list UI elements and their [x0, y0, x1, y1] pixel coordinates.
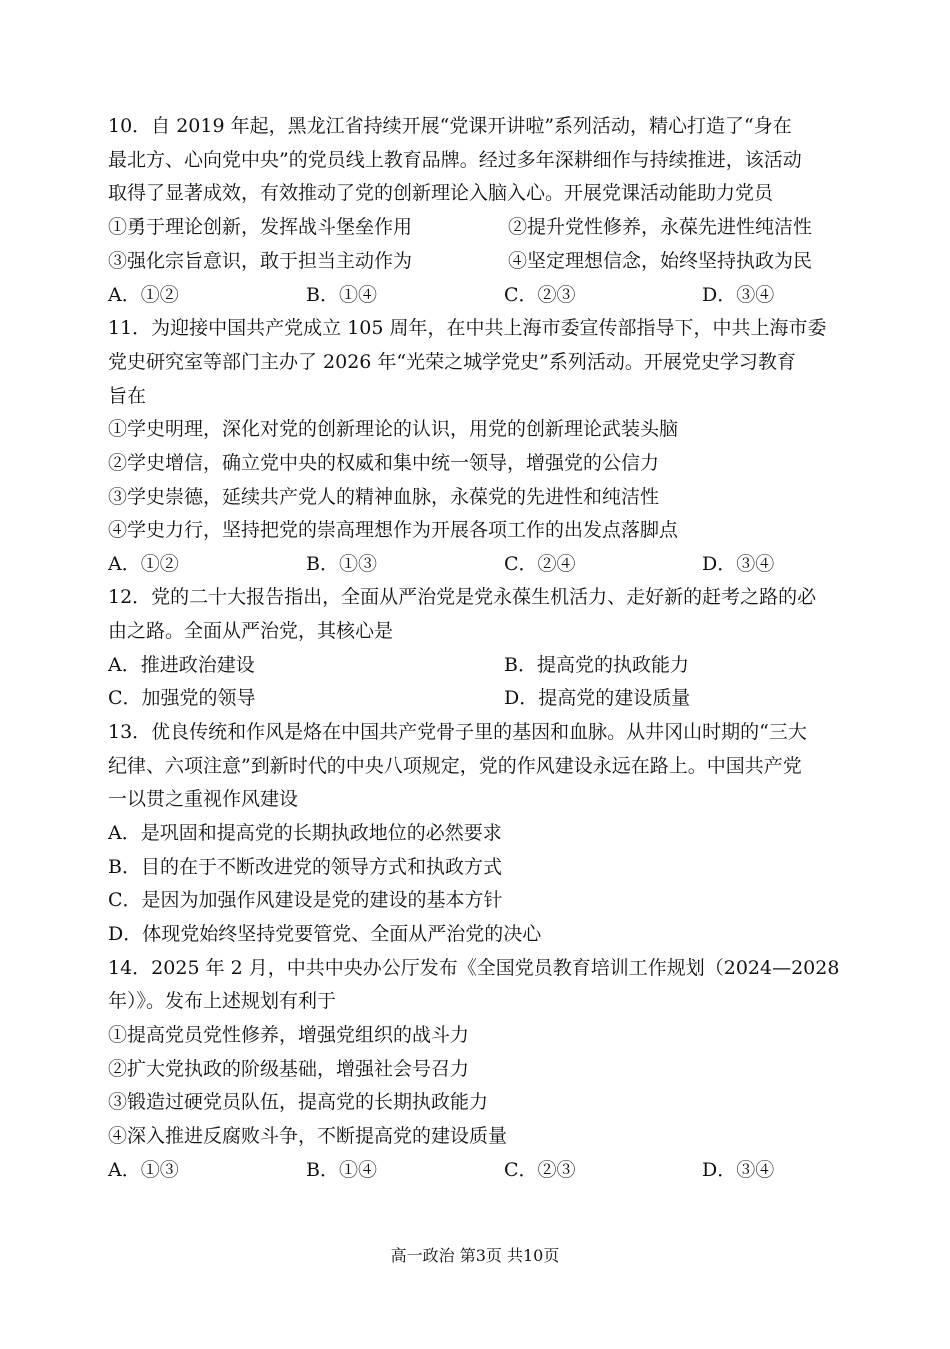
answer-option-c: C．②③ — [504, 284, 576, 306]
answer-option-d: D．体现党始终坚持党要管党、全面从严治党的决心 — [108, 923, 542, 945]
answer-option-b: B．提高党的执政能力 — [504, 654, 689, 676]
question-stem-line: 一以贯之重视作风建设 — [108, 788, 299, 810]
answer-option-c: C．是因为加强作风建设是党的建设的基本方针 — [108, 889, 503, 911]
statement-item: ③学史崇德，延续共产党人的精神血脉，永葆党的先进性和纯洁性 — [108, 486, 660, 508]
answer-option-d: D．③④ — [702, 553, 775, 575]
answer-option-c: C．②④ — [504, 553, 576, 575]
question-stem-line: 最北方、心向党中央”的党员线上教育品牌。经过多年深耕细作与持续推进，该活动 — [108, 149, 802, 171]
statement-item: ②学史增信，确立党中央的权威和集中统一领导，增强党的公信力 — [108, 452, 660, 474]
statement-item: ②提升党性修养，永葆先进性纯洁性 — [508, 216, 813, 238]
question-stem-line: 12．党的二十大报告指出，全面从严治党是党永葆生机活力、走好新的赶考之路的必 — [108, 586, 817, 608]
question-stem-line: 旨在 — [108, 385, 147, 407]
answer-option-b: B．①④ — [306, 1159, 377, 1181]
answer-option-a: A．①② — [108, 284, 179, 306]
statement-item: ④深入推进反腐败斗争，不断提高党的建设质量 — [108, 1125, 508, 1147]
statement-item: ④学史力行，坚持把党的崇高理想作为开展各项工作的出发点落脚点 — [108, 519, 679, 541]
answer-option-c: C．②③ — [504, 1159, 576, 1181]
question-stem-line: 年）》。发布上述规划有利于 — [108, 990, 337, 1012]
statement-item: ②扩大党执政的阶级基础，增强社会号召力 — [108, 1058, 470, 1080]
statement-item: ①勇于理论创新，发挥战斗堡垒作用 — [108, 216, 413, 238]
answer-option-a: A．是巩固和提高党的长期执政地位的必然要求 — [108, 822, 502, 844]
statement-item: ③锻造过硬党员队伍，提高党的长期执政能力 — [108, 1091, 489, 1113]
question-stem-line: 由之路。全面从严治党，其核心是 — [108, 620, 394, 642]
statement-item: ①学史明理，深化对党的创新理论的认识，用党的创新理论武装头脑 — [108, 418, 679, 440]
statement-item: ③强化宗旨意识，敢于担当主动作为 — [108, 250, 413, 272]
question-stem-line: 10．自 2019 年起，黑龙江省持续开展“党课开讲啦”系列活动，精心打造了“身在 — [108, 115, 792, 137]
answer-option-d: D．③④ — [702, 1159, 775, 1181]
question-stem-line: 党史研究室等部门主办了 2026 年“光荣之城学党史”系列活动。开展党史学习教育 — [108, 351, 796, 373]
answer-option-c: C．加强党的领导 — [108, 687, 256, 709]
answer-option-a: A．①② — [108, 553, 179, 575]
answer-option-b: B．①④ — [306, 284, 377, 306]
question-stem-line: 纪律、六项注意”到新时代的中央八项规定，党的作风建设永远在路上。中国共产党 — [108, 755, 802, 777]
answer-option-a: A．推进政治建设 — [108, 654, 255, 676]
answer-option-b: B．目的在于不断改进党的领导方式和执政方式 — [108, 856, 502, 878]
answer-option-d: D．③④ — [702, 284, 775, 306]
question-stem-line: 11．为迎接中国共产党成立 105 周年，在中共上海市委宣传部指导下，中共上海市委 — [108, 317, 827, 339]
question-stem-line: 13．优良传统和作风是烙在中国共产党骨子里的基因和血脉。从井冈山时期的“三大 — [108, 721, 807, 743]
statement-item: ①提高党员党性修养，增强党组织的战斗力 — [108, 1024, 470, 1046]
page-footer: 高一政治 第3页 共10页 — [390, 1246, 560, 1265]
answer-option-a: A．①③ — [108, 1159, 179, 1181]
answer-option-d: D．提高党的建设质量 — [504, 687, 691, 709]
answer-option-b: B．①③ — [306, 553, 377, 575]
question-stem-line: 14．2025 年 2 月，中共中央办公厅发布《全国党员教育培训工作规划（2024—2028 — [108, 957, 840, 979]
question-stem-line: 取得了显著成效，有效推动了党的创新理论入脑入心。开展党课活动能助力党员 — [108, 182, 774, 204]
statement-item: ④坚定理想信念，始终坚持执政为民 — [508, 250, 813, 272]
